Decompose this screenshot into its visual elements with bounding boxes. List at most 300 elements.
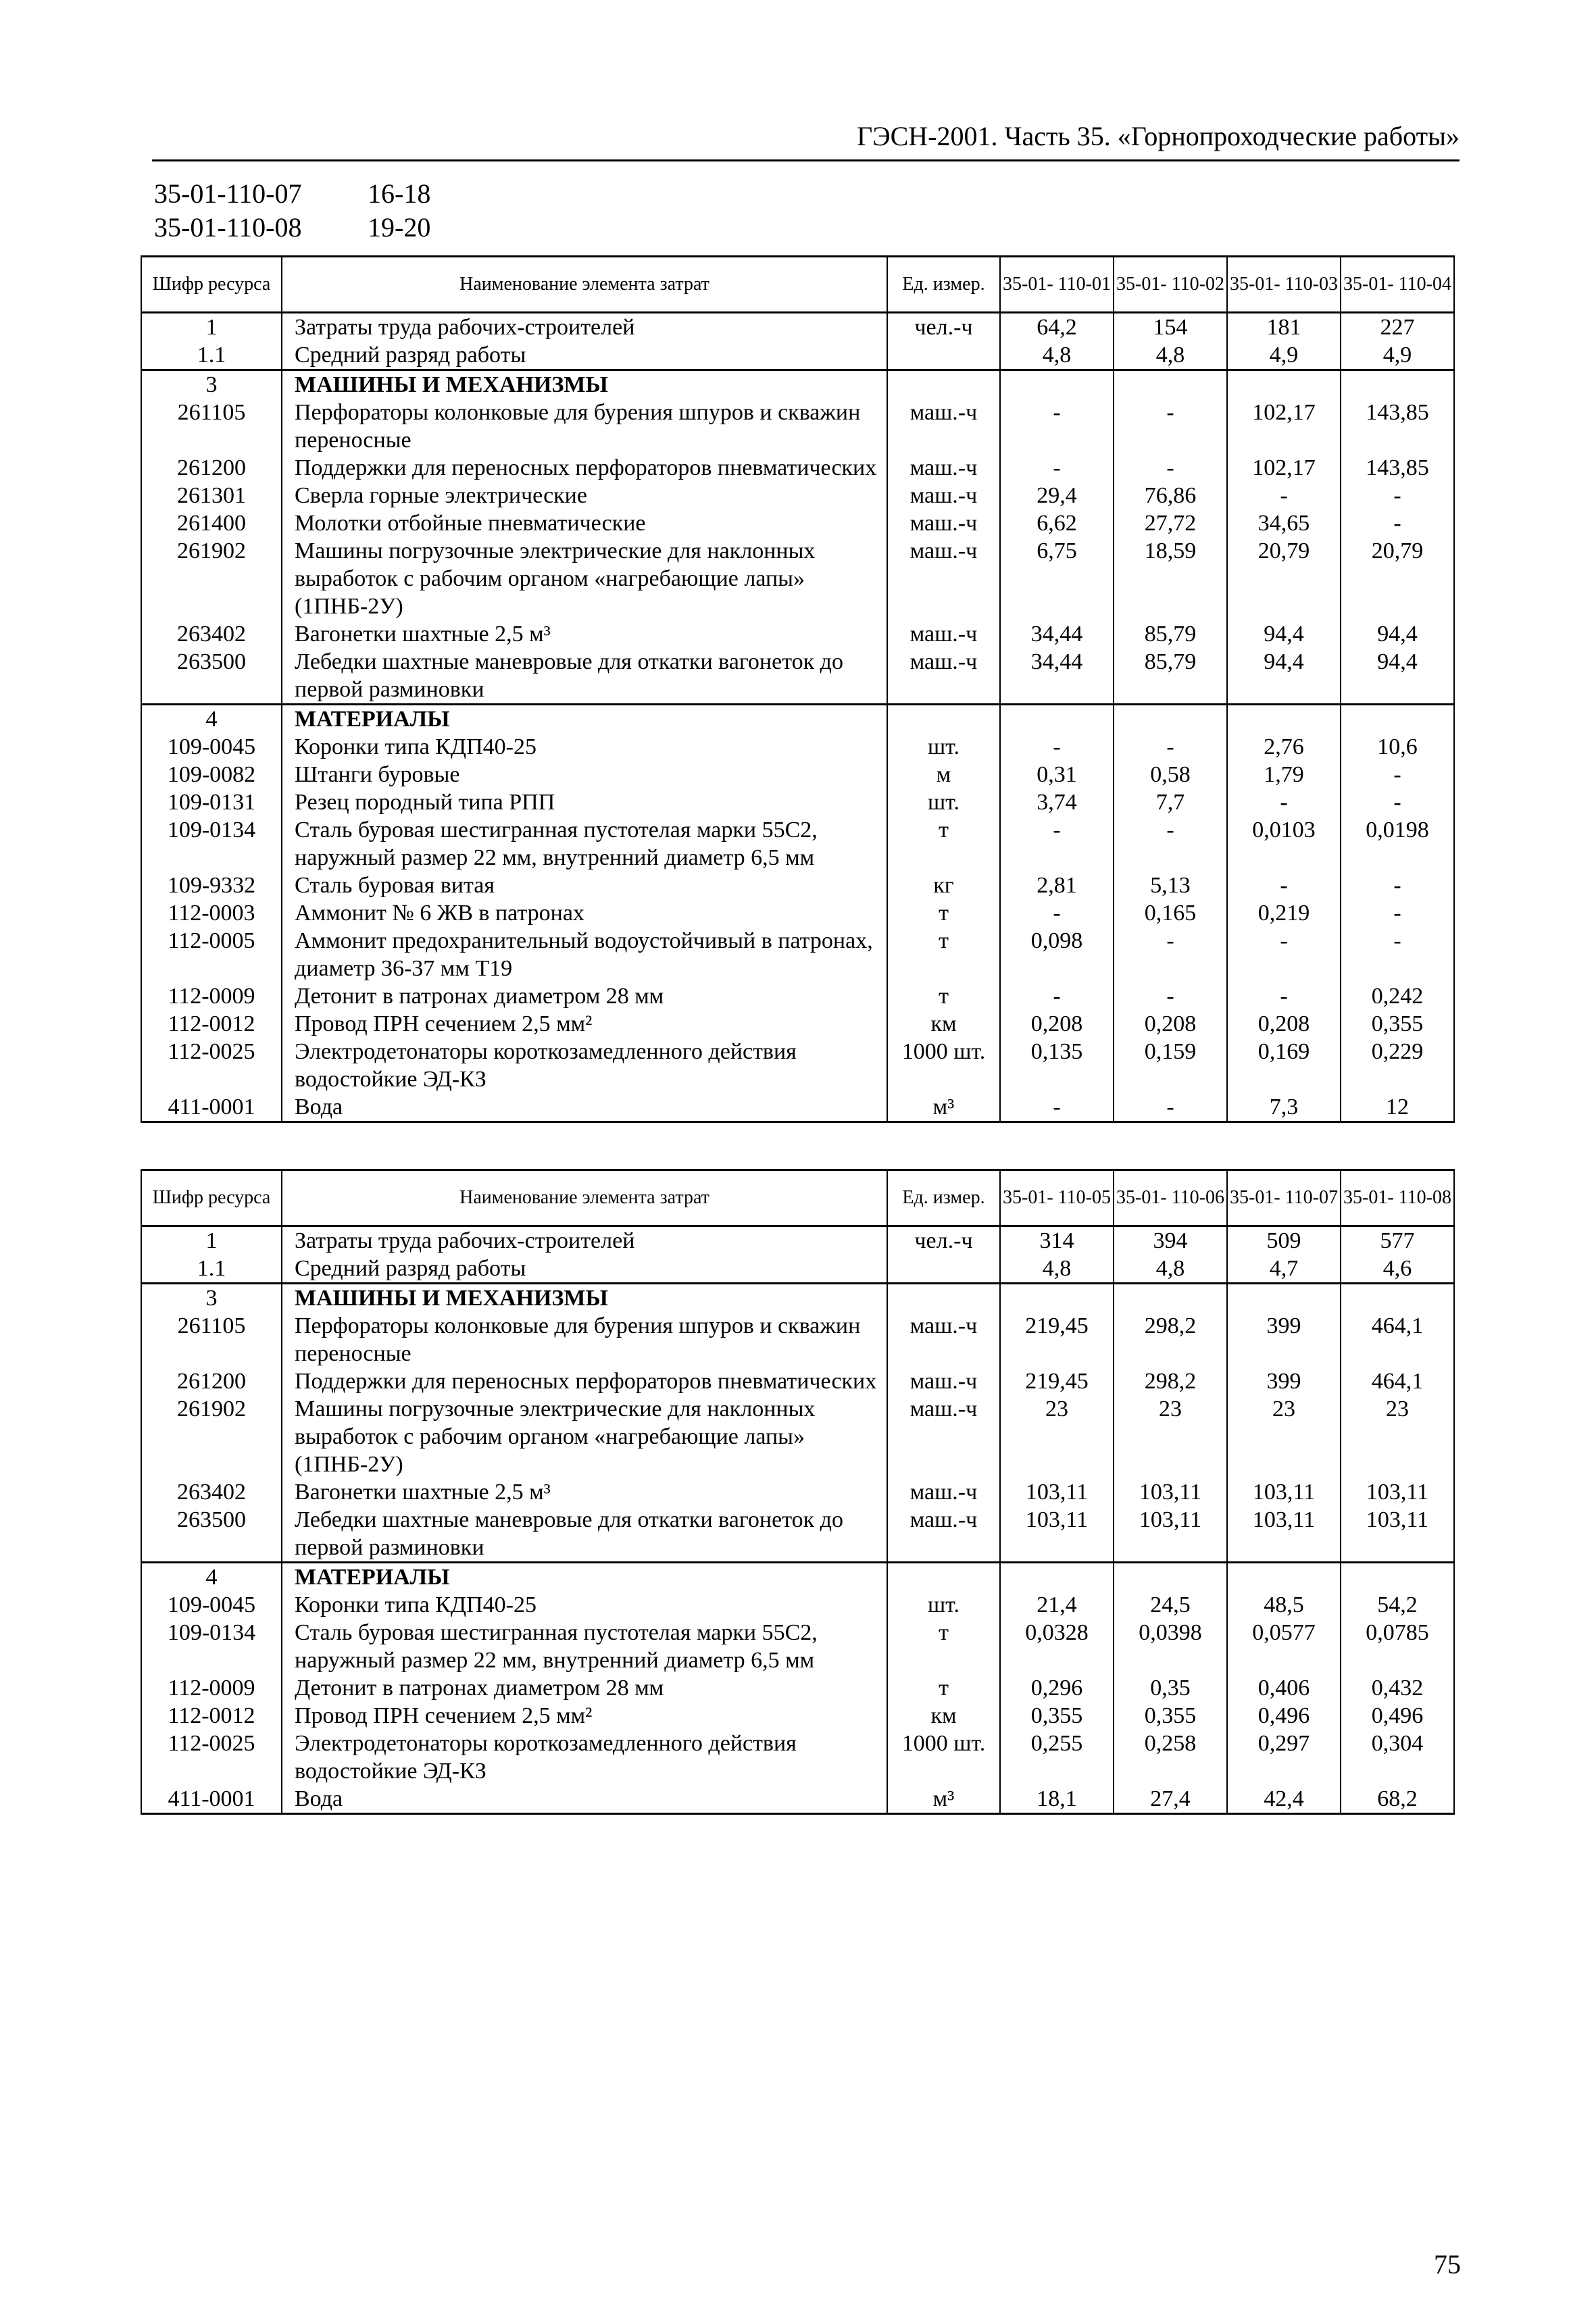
resource-code: 261400 <box>141 509 282 537</box>
resource-code: 109-0045 <box>141 733 282 761</box>
table-row <box>141 1563 1454 1592</box>
header-name: Наименование элемента затрат <box>282 257 887 313</box>
resource-name: Затраты труда рабочих-строителей <box>282 1226 887 1255</box>
value-cell: 6,75 <box>1000 537 1114 620</box>
value-cell <box>1114 1563 1227 1592</box>
value-cell: 577 <box>1341 1226 1454 1255</box>
value-cell: - <box>1000 899 1114 927</box>
unit: маш.-ч <box>887 509 1000 537</box>
value-cell: 0,304 <box>1341 1730 1454 1785</box>
value-cell: 0,135 <box>1000 1038 1114 1093</box>
resource-name: Сталь буровая шестигранная пустотелая марки 55С2, наружный размер 22 мм, внутренний диаметр 6,5 мм <box>282 1619 887 1674</box>
value-cell: 12 <box>1341 1093 1454 1122</box>
resource-name: Детонит в патронах диаметром 28 мм <box>282 1674 887 1702</box>
value-cell: - <box>1227 482 1341 509</box>
resource-name: Электродетонаторы короткозамедленного действия водостойкие ЭД-КЗ <box>282 1038 887 1093</box>
unit: маш.-ч <box>887 399 1000 454</box>
value-cell: 23 <box>1341 1395 1454 1478</box>
value-cell: 85,79 <box>1114 648 1227 705</box>
header-norm-code: 35-01- 110-07 <box>1227 1170 1341 1226</box>
value-cell: 1,79 <box>1227 761 1341 788</box>
value-cell: 4,8 <box>1114 341 1227 370</box>
value-cell: - <box>1000 454 1114 482</box>
table-header-row <box>141 257 1454 313</box>
header-norm-code: 35-01- 110-04 <box>1341 257 1454 313</box>
value-cell: 143,85 <box>1341 399 1454 454</box>
value-cell: 0,169 <box>1227 1038 1341 1093</box>
resource-code: 263500 <box>141 1506 282 1563</box>
unit: км <box>887 1010 1000 1038</box>
header-norm-code: 35-01- 110-03 <box>1227 257 1341 313</box>
value-cell: 94,4 <box>1227 620 1341 648</box>
header-norm-code: 35-01- 110-02 <box>1114 257 1227 313</box>
table-row <box>141 648 1454 705</box>
unit <box>887 341 1000 370</box>
value-cell: 4,8 <box>1000 1255 1114 1284</box>
value-cell: 0,35 <box>1114 1674 1227 1702</box>
reference-list <box>154 177 430 245</box>
resource-name: Вагонетки шахтные 2,5 м³ <box>282 1478 887 1506</box>
resource-name: Перфораторы колонковые для бурения шпуров и скважин переносные <box>282 1312 887 1367</box>
value-cell: 0,208 <box>1227 1010 1341 1038</box>
table-row <box>141 816 1454 872</box>
table-row <box>141 1478 1454 1506</box>
value-cell: 0,296 <box>1000 1674 1114 1702</box>
resource-name: Молотки отбойные пневматические <box>282 509 887 537</box>
table-row <box>141 1674 1454 1702</box>
resource-name: Средний разряд работы <box>282 1255 887 1284</box>
resource-code: 261105 <box>141 399 282 454</box>
value-cell: 103,11 <box>1341 1478 1454 1506</box>
resource-code: 261902 <box>141 1395 282 1478</box>
value-cell: - <box>1000 982 1114 1010</box>
value-cell: 94,4 <box>1341 620 1454 648</box>
value-cell: - <box>1341 761 1454 788</box>
table-row <box>141 872 1454 899</box>
resource-code: 263500 <box>141 648 282 705</box>
value-cell: - <box>1000 1093 1114 1122</box>
value-cell: 21,4 <box>1000 1591 1114 1619</box>
unit <box>887 370 1000 399</box>
value-cell: 23 <box>1227 1395 1341 1478</box>
value-cell: 0,297 <box>1227 1730 1341 1785</box>
unit: 1000 шт. <box>887 1730 1000 1785</box>
value-cell: 20,79 <box>1227 537 1341 620</box>
table-row <box>141 1312 1454 1367</box>
resource-name: Коронки типа КДП40-25 <box>282 1591 887 1619</box>
value-cell: 4,6 <box>1341 1255 1454 1284</box>
table-row <box>141 1284 1454 1313</box>
resource-name: Средний разряд работы <box>282 341 887 370</box>
value-cell: 0,165 <box>1114 899 1227 927</box>
value-cell <box>1341 370 1454 399</box>
resource-code: 261200 <box>141 454 282 482</box>
resource-name: Поддержки для переносных перфораторов пневматических <box>282 454 887 482</box>
unit: м³ <box>887 1785 1000 1814</box>
table-row <box>141 341 1454 370</box>
value-cell: - <box>1000 399 1114 454</box>
running-header <box>152 120 1460 161</box>
header-norm-code: 35-01- 110-01 <box>1000 257 1114 313</box>
value-cell <box>1227 705 1341 734</box>
header-norm-code: 35-01- 110-06 <box>1114 1170 1227 1226</box>
resource-code: 109-9332 <box>141 872 282 899</box>
value-cell: 34,44 <box>1000 648 1114 705</box>
value-cell: 0,58 <box>1114 761 1227 788</box>
resource-name: Лебедки шахтные маневровые для откатки вагонеток до первой разминовки <box>282 1506 887 1563</box>
value-cell: 4,8 <box>1114 1255 1227 1284</box>
reference-pages: 16-18 <box>368 178 431 209</box>
value-cell: 2,76 <box>1227 733 1341 761</box>
table-row <box>141 705 1454 734</box>
value-cell: - <box>1114 399 1227 454</box>
resource-code: 109-0045 <box>141 1591 282 1619</box>
value-cell: 0,208 <box>1000 1010 1114 1038</box>
value-cell: 4,9 <box>1227 341 1341 370</box>
resource-code: 109-0134 <box>141 816 282 872</box>
value-cell: 154 <box>1114 313 1227 342</box>
value-cell <box>1114 1284 1227 1313</box>
value-cell: - <box>1114 733 1227 761</box>
resource-table-2 <box>141 1169 1455 1815</box>
value-cell: 0,432 <box>1341 1674 1454 1702</box>
value-cell: 103,11 <box>1000 1478 1114 1506</box>
unit: 1000 шт. <box>887 1038 1000 1093</box>
resource-code: 411-0001 <box>141 1093 282 1122</box>
value-cell: 7,3 <box>1227 1093 1341 1122</box>
reference-code: 35-01-110-07 <box>154 178 302 209</box>
unit: м³ <box>887 1093 1000 1122</box>
value-cell: 18,59 <box>1114 537 1227 620</box>
table-row <box>141 1255 1454 1284</box>
unit: маш.-ч <box>887 620 1000 648</box>
value-cell: 27,4 <box>1114 1785 1227 1814</box>
resource-code: 112-0003 <box>141 899 282 927</box>
table-row <box>141 313 1454 342</box>
value-cell: 0,242 <box>1341 982 1454 1010</box>
unit: маш.-ч <box>887 537 1000 620</box>
unit: м <box>887 761 1000 788</box>
value-cell: 103,11 <box>1114 1506 1227 1563</box>
value-cell: 5,13 <box>1114 872 1227 899</box>
resource-name: МАТЕРИАЛЫ <box>282 705 887 734</box>
value-cell: 0,0198 <box>1341 816 1454 872</box>
table-row <box>141 399 1454 454</box>
resource-code: 261902 <box>141 537 282 620</box>
unit: км <box>887 1702 1000 1730</box>
resource-name: Аммонит предохранительный водоустойчивый в патронах, диаметр 36-37 мм Т19 <box>282 927 887 982</box>
table-row <box>141 509 1454 537</box>
unit <box>887 1255 1000 1284</box>
unit: маш.-ч <box>887 1478 1000 1506</box>
unit: чел.-ч <box>887 313 1000 342</box>
resource-name: Детонит в патронах диаметром 28 мм <box>282 982 887 1010</box>
value-cell: 54,2 <box>1341 1591 1454 1619</box>
value-cell: 48,5 <box>1227 1591 1341 1619</box>
resource-code: 1.1 <box>141 341 282 370</box>
resource-code: 3 <box>141 1284 282 1313</box>
value-cell: 0,496 <box>1341 1702 1454 1730</box>
resource-code: 263402 <box>141 1478 282 1506</box>
resource-name: Лебедки шахтные маневровые для откатки вагонеток до первой разминовки <box>282 648 887 705</box>
value-cell <box>1227 1563 1341 1592</box>
value-cell: 103,11 <box>1114 1478 1227 1506</box>
table-header-row <box>141 1170 1454 1226</box>
value-cell: 0,31 <box>1000 761 1114 788</box>
resource-code: 261200 <box>141 1367 282 1395</box>
table-row <box>141 899 1454 927</box>
resource-table-1 <box>141 255 1455 1123</box>
resource-code: 261105 <box>141 1312 282 1367</box>
value-cell: 0,258 <box>1114 1730 1227 1785</box>
resource-code: 1 <box>141 313 282 342</box>
unit: маш.-ч <box>887 1312 1000 1367</box>
value-cell: 23 <box>1000 1395 1114 1478</box>
value-cell: - <box>1114 982 1227 1010</box>
value-cell: 18,1 <box>1000 1785 1114 1814</box>
table-row <box>141 927 1454 982</box>
reference-row <box>154 177 430 211</box>
value-cell: 0,219 <box>1227 899 1341 927</box>
value-cell: - <box>1341 482 1454 509</box>
table-row <box>141 1038 1454 1093</box>
value-cell: 103,11 <box>1000 1506 1114 1563</box>
value-cell: 34,44 <box>1000 620 1114 648</box>
value-cell: 76,86 <box>1114 482 1227 509</box>
value-cell: 102,17 <box>1227 399 1341 454</box>
value-cell: 10,6 <box>1341 733 1454 761</box>
table-row <box>141 1395 1454 1478</box>
value-cell: 314 <box>1000 1226 1114 1255</box>
value-cell: 227 <box>1341 313 1454 342</box>
resource-name: Сталь буровая витая <box>282 872 887 899</box>
value-cell: 394 <box>1114 1226 1227 1255</box>
value-cell: 102,17 <box>1227 454 1341 482</box>
resource-name: Машины погрузочные электрические для наклонных выработок с рабочим органом «нагребающие лапы» (1ПНБ-2У) <box>282 537 887 620</box>
resource-name: Провод ПРН сечением 2,5 мм² <box>282 1702 887 1730</box>
reference-row <box>154 211 430 245</box>
value-cell: 219,45 <box>1000 1367 1114 1395</box>
value-cell: 0,355 <box>1000 1702 1114 1730</box>
resource-name: Резец породный типа РПП <box>282 788 887 816</box>
table-row <box>141 1619 1454 1674</box>
table-row <box>141 1010 1454 1038</box>
value-cell: - <box>1000 816 1114 872</box>
table-row <box>141 1226 1454 1255</box>
value-cell: 298,2 <box>1114 1367 1227 1395</box>
value-cell: - <box>1114 1093 1227 1122</box>
value-cell: 4,7 <box>1227 1255 1341 1284</box>
resource-name: Коронки типа КДП40-25 <box>282 733 887 761</box>
value-cell <box>1341 1284 1454 1313</box>
value-cell: 399 <box>1227 1367 1341 1395</box>
resource-name: Перфораторы колонковые для бурения шпуров и скважин переносные <box>282 399 887 454</box>
table-row <box>141 1730 1454 1785</box>
header-unit: Ед. измер. <box>887 1170 1000 1226</box>
resource-code: 1 <box>141 1226 282 1255</box>
page-number: 75 <box>1434 2249 1461 2280</box>
value-cell <box>1341 1563 1454 1592</box>
table-row <box>141 1785 1454 1814</box>
value-cell: 7,7 <box>1114 788 1227 816</box>
resource-name: Вода <box>282 1093 887 1122</box>
resource-code: 112-0012 <box>141 1010 282 1038</box>
value-cell: 181 <box>1227 313 1341 342</box>
unit: чел.-ч <box>887 1226 1000 1255</box>
value-cell: 94,4 <box>1227 648 1341 705</box>
unit: шт. <box>887 733 1000 761</box>
value-cell: 103,11 <box>1227 1506 1341 1563</box>
value-cell: 509 <box>1227 1226 1341 1255</box>
unit: шт. <box>887 788 1000 816</box>
value-cell: 0,355 <box>1114 1702 1227 1730</box>
value-cell <box>1341 705 1454 734</box>
unit: маш.-ч <box>887 1367 1000 1395</box>
table-row <box>141 1591 1454 1619</box>
header-norm-code: 35-01- 110-08 <box>1341 1170 1454 1226</box>
resource-code: 109-0131 <box>141 788 282 816</box>
unit: т <box>887 816 1000 872</box>
value-cell: 0,496 <box>1227 1702 1341 1730</box>
header-name: Наименование элемента затрат <box>282 1170 887 1226</box>
table-row <box>141 1367 1454 1395</box>
resource-code: 4 <box>141 1563 282 1592</box>
resource-code: 112-0009 <box>141 1674 282 1702</box>
value-cell <box>1000 705 1114 734</box>
header-norm-code: 35-01- 110-05 <box>1000 1170 1114 1226</box>
resource-name: Вагонетки шахтные 2,5 м³ <box>282 620 887 648</box>
resource-code: 112-0009 <box>141 982 282 1010</box>
value-cell: 24,5 <box>1114 1591 1227 1619</box>
unit: маш.-ч <box>887 1506 1000 1563</box>
header-title: ГЭСН-2001. Часть 35. «Горнопроходческие работы» <box>857 121 1460 151</box>
reference-code: 35-01-110-08 <box>154 212 302 243</box>
table-row <box>141 370 1454 399</box>
value-cell: 27,72 <box>1114 509 1227 537</box>
unit: т <box>887 982 1000 1010</box>
value-cell: - <box>1227 982 1341 1010</box>
unit: т <box>887 1619 1000 1674</box>
resource-code: 112-0025 <box>141 1730 282 1785</box>
resource-code: 109-0082 <box>141 761 282 788</box>
resource-name: Аммонит № 6 ЖВ в патронах <box>282 899 887 927</box>
table-row <box>141 620 1454 648</box>
value-cell: - <box>1341 788 1454 816</box>
table-row <box>141 1702 1454 1730</box>
unit: кг <box>887 872 1000 899</box>
reference-pages: 19-20 <box>368 212 431 243</box>
value-cell: 143,85 <box>1341 454 1454 482</box>
resource-code: 112-0025 <box>141 1038 282 1093</box>
resource-name: МАТЕРИАЛЫ <box>282 1563 887 1592</box>
resource-name: Электродетонаторы короткозамедленного действия водостойкие ЭД-КЗ <box>282 1730 887 1785</box>
value-cell: 2,81 <box>1000 872 1114 899</box>
resource-name: Штанги буровые <box>282 761 887 788</box>
value-cell: - <box>1227 872 1341 899</box>
unit: т <box>887 1674 1000 1702</box>
unit <box>887 1284 1000 1313</box>
table-row <box>141 482 1454 509</box>
table-row <box>141 1093 1454 1122</box>
value-cell: - <box>1000 733 1114 761</box>
value-cell: - <box>1341 927 1454 982</box>
resource-name: Сверла горные электрические <box>282 482 887 509</box>
resource-name: Затраты труда рабочих-строителей <box>282 313 887 342</box>
table-row <box>141 537 1454 620</box>
value-cell: 4,8 <box>1000 341 1114 370</box>
value-cell <box>1000 370 1114 399</box>
unit <box>887 1563 1000 1592</box>
value-cell: 0,0398 <box>1114 1619 1227 1674</box>
table-row <box>141 761 1454 788</box>
value-cell: 0,255 <box>1000 1730 1114 1785</box>
value-cell: 0,0328 <box>1000 1619 1114 1674</box>
header-code: Шифр ресурса <box>141 257 282 313</box>
unit: т <box>887 899 1000 927</box>
value-cell: 399 <box>1227 1312 1341 1367</box>
value-cell: 34,65 <box>1227 509 1341 537</box>
resource-code: 112-0012 <box>141 1702 282 1730</box>
resource-name: МАШИНЫ И МЕХАНИЗМЫ <box>282 370 887 399</box>
table-row <box>141 454 1454 482</box>
value-cell: 0,098 <box>1000 927 1114 982</box>
value-cell: - <box>1114 927 1227 982</box>
value-cell: - <box>1341 509 1454 537</box>
unit: т <box>887 927 1000 982</box>
value-cell: 464,1 <box>1341 1367 1454 1395</box>
unit: маш.-ч <box>887 1395 1000 1478</box>
resource-code: 112-0005 <box>141 927 282 982</box>
table-row <box>141 1506 1454 1563</box>
resource-name: МАШИНЫ И МЕХАНИЗМЫ <box>282 1284 887 1313</box>
value-cell: 4,9 <box>1341 341 1454 370</box>
value-cell: 94,4 <box>1341 648 1454 705</box>
resource-name: Сталь буровая шестигранная пустотелая марки 55С2, наружный размер 22 мм, внутренний диаметр 6,5 мм <box>282 816 887 872</box>
value-cell: 0,355 <box>1341 1010 1454 1038</box>
value-cell: - <box>1227 927 1341 982</box>
unit: маш.-ч <box>887 648 1000 705</box>
value-cell: 464,1 <box>1341 1312 1454 1367</box>
resource-code: 1.1 <box>141 1255 282 1284</box>
value-cell <box>1114 370 1227 399</box>
value-cell <box>1114 705 1227 734</box>
resource-name: Вода <box>282 1785 887 1814</box>
unit: маш.-ч <box>887 454 1000 482</box>
value-cell: 0,229 <box>1341 1038 1454 1093</box>
value-cell: 0,406 <box>1227 1674 1341 1702</box>
value-cell: - <box>1227 788 1341 816</box>
resource-name: Провод ПРН сечением 2,5 мм² <box>282 1010 887 1038</box>
table-row <box>141 733 1454 761</box>
value-cell: 85,79 <box>1114 620 1227 648</box>
value-cell: 3,74 <box>1000 788 1114 816</box>
value-cell: 0,0577 <box>1227 1619 1341 1674</box>
value-cell: - <box>1114 454 1227 482</box>
value-cell: - <box>1114 816 1227 872</box>
resource-code: 263402 <box>141 620 282 648</box>
table-row <box>141 788 1454 816</box>
value-cell <box>1227 1284 1341 1313</box>
value-cell: 298,2 <box>1114 1312 1227 1367</box>
resource-code: 109-0134 <box>141 1619 282 1674</box>
value-cell: - <box>1341 872 1454 899</box>
value-cell: 42,4 <box>1227 1785 1341 1814</box>
unit <box>887 705 1000 734</box>
value-cell: 29,4 <box>1000 482 1114 509</box>
value-cell: 0,0785 <box>1341 1619 1454 1674</box>
resource-code: 261301 <box>141 482 282 509</box>
resource-code: 3 <box>141 370 282 399</box>
